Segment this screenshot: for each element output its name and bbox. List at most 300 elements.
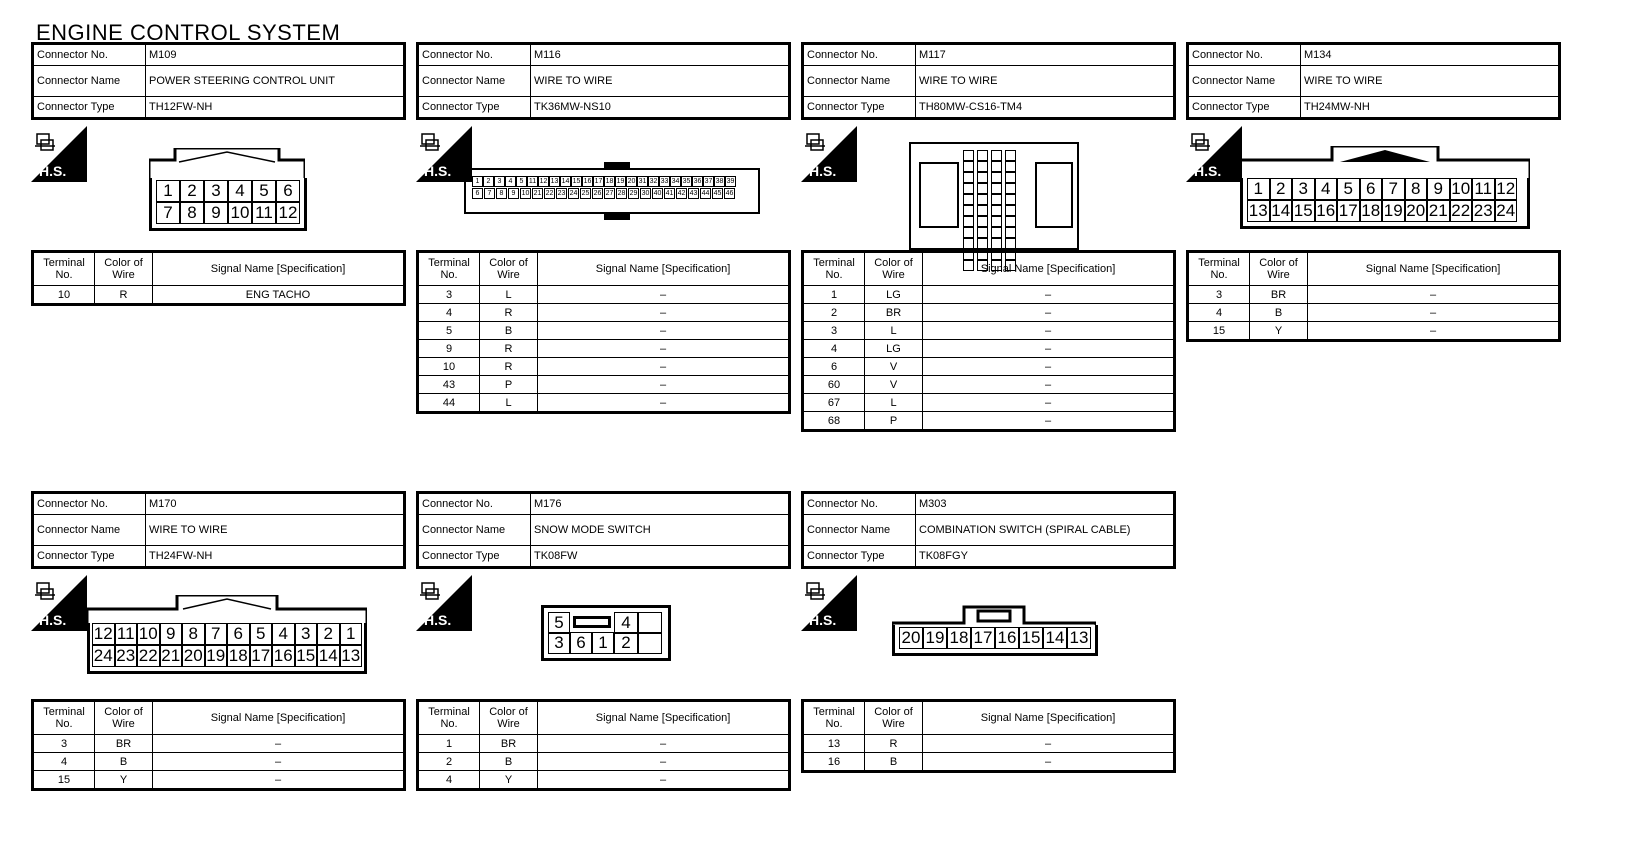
pin: 33 (660, 178, 669, 185)
harness-side-icon (801, 575, 857, 631)
connector-info-table (31, 42, 406, 120)
table-row: 3 L – (418, 286, 790, 304)
pin (1005, 249, 1016, 260)
pin: 10 (138, 624, 158, 643)
connector-no-label: Connector No. (418, 44, 531, 66)
pin: 42 (677, 190, 686, 197)
pin (1005, 161, 1016, 172)
pin: 6 (472, 188, 483, 199)
connector-type-value: TH24MW-NH (1301, 97, 1560, 119)
pin (977, 183, 988, 194)
svg-text:H.S.: H.S. (39, 612, 67, 628)
color-of-wire-header: Color of Wire (95, 252, 153, 286)
connector-type-label: Connector Type (418, 97, 531, 119)
pin (991, 216, 1002, 227)
connector-face (149, 148, 307, 231)
pin: 6 (276, 180, 300, 202)
pin: 12 (93, 624, 113, 643)
connector-type-value: TH80MW-CS16-TM4 (916, 97, 1175, 119)
table-row: 6 V – (803, 358, 1175, 376)
pin: 18 (605, 178, 614, 185)
pin (977, 227, 988, 238)
color-of-wire-header: Color of Wire (480, 701, 538, 735)
table-row: 15 Y – (33, 771, 405, 790)
connector-no-label: Connector No. (803, 44, 916, 66)
pin: 6 (227, 623, 250, 645)
pin (1005, 227, 1016, 238)
connector-name-label: Connector Name (33, 66, 146, 97)
pin: 37 (704, 178, 713, 185)
signal-table (31, 699, 406, 791)
pin (977, 260, 988, 271)
table-row: 5 B – (418, 322, 790, 340)
signal-table (801, 250, 1176, 432)
pin: 40 (653, 190, 662, 197)
table-row: 44 L – (418, 394, 790, 413)
table-row: 10 R ENG TACHO (33, 286, 405, 305)
svg-text:H.S.: H.S. (809, 163, 837, 179)
pin (991, 172, 1002, 183)
connector-info-table (416, 42, 791, 120)
pin: 35 (682, 178, 691, 185)
pin: 21 (1428, 201, 1448, 220)
connector-diagram (801, 120, 1176, 250)
terminal-no-header: Terminal No. (418, 701, 480, 735)
pin: 13 (550, 178, 559, 185)
connector-no-value: M117 (916, 44, 1175, 66)
pin: 31 (638, 178, 647, 185)
pin: 30 (641, 190, 650, 197)
signal-name-header: Signal Name [Specification] (153, 252, 405, 286)
pin: 21 (533, 190, 542, 197)
terminal-no-header: Terminal No. (803, 701, 865, 735)
pin: 26 (593, 190, 602, 197)
pin (1005, 205, 1016, 216)
table-row: 3 BR – (33, 735, 405, 753)
connector-no-value: M109 (146, 44, 405, 66)
page-title: ENGINE CONTROL SYSTEM (36, 20, 341, 45)
pin: 13 (341, 646, 361, 665)
connector-type-label: Connector Type (33, 546, 146, 568)
connector-info-table (801, 491, 1176, 569)
connector-face (892, 605, 1098, 656)
pin: 17 (251, 646, 271, 665)
pin: 5 (548, 612, 570, 634)
pin: 12 (539, 178, 548, 185)
connector-name-value: WIRE TO WIRE (1301, 66, 1560, 97)
connector-no-value: M134 (1301, 44, 1560, 66)
pin: 23 (116, 646, 136, 665)
pin (963, 194, 974, 205)
table-row: 15 Y – (1188, 322, 1560, 341)
pin: 7 (1382, 178, 1405, 200)
connector-name-label: Connector Name (803, 66, 916, 97)
pin: 17 (1338, 201, 1358, 220)
pin: 6 (570, 632, 592, 654)
connector-no-label: Connector No. (1188, 44, 1301, 66)
svg-text:H.S.: H.S. (424, 163, 452, 179)
connector-info-table (416, 491, 791, 569)
pin: 4 (505, 176, 516, 187)
pin: 23 (1473, 201, 1493, 220)
pin (963, 227, 974, 238)
connector-name-value: COMBINATION SWITCH (SPIRAL CABLE) (916, 515, 1175, 546)
pin (991, 194, 1002, 205)
pin: 22 (1451, 201, 1471, 220)
pin: 8 (1405, 178, 1428, 200)
pin (1005, 183, 1016, 194)
pin: 34 (671, 178, 680, 185)
pin (977, 249, 988, 260)
pin: 9 (1427, 178, 1450, 200)
signal-name-header: Signal Name [Specification] (153, 701, 405, 735)
pin: 24 (93, 646, 113, 665)
table-row: 1 BR – (418, 735, 790, 753)
pin: 1 (472, 176, 483, 187)
pin: 22 (138, 646, 158, 665)
table-row: 4 B – (33, 753, 405, 771)
pin: 1 (592, 632, 614, 654)
pin: 5 (516, 176, 527, 187)
connector-no-label: Connector No. (803, 493, 916, 515)
table-row: 3 L – (803, 322, 1175, 340)
pin: 23 (557, 190, 566, 197)
connector-diagram (31, 569, 406, 699)
pin (991, 238, 1002, 249)
pin: 41 (665, 190, 674, 197)
pin: 3 (494, 176, 505, 187)
color-of-wire-header: Color of Wire (1250, 252, 1308, 286)
connector-name-label: Connector Name (1188, 66, 1301, 97)
connector-no-label: Connector No. (33, 493, 146, 515)
table-row: 68 P – (803, 412, 1175, 431)
pin (991, 260, 1002, 271)
pin: 25 (581, 190, 590, 197)
pin: 14 (561, 178, 570, 185)
pin: 2 (614, 632, 638, 654)
table-row: 43 P – (418, 376, 790, 394)
table-row: 3 BR – (1188, 286, 1560, 304)
pin (1005, 172, 1016, 183)
pin: 19 (206, 646, 226, 665)
connector-no-value: M170 (146, 493, 405, 515)
svg-text:H.S.: H.S. (1194, 163, 1222, 179)
pin: 1 (340, 623, 363, 645)
connector-type-value: TH24FW-NH (146, 546, 405, 568)
connector-no-value: M303 (916, 493, 1175, 515)
pin (991, 249, 1002, 260)
pin: 4 (272, 623, 295, 645)
pin: 22 (545, 190, 554, 197)
table-row: 4 LG – (803, 340, 1175, 358)
pin: 19 (1383, 201, 1403, 220)
pin (1005, 216, 1016, 227)
table-row: 4 R – (418, 304, 790, 322)
pin (963, 249, 974, 260)
pin: 43 (689, 190, 698, 197)
harness-side-icon (1186, 126, 1242, 182)
color-of-wire-header: Color of Wire (95, 701, 153, 735)
pin: 36 (693, 178, 702, 185)
pin: 10 (228, 202, 252, 224)
pin: 18 (1361, 201, 1381, 220)
connector-name-label: Connector Name (418, 66, 531, 97)
connector-name-label: Connector Name (418, 515, 531, 546)
pin: 20 (899, 627, 923, 649)
connector-face (1240, 146, 1530, 229)
connector-type-value: TK36MW-NS10 (531, 97, 790, 119)
pin (963, 150, 974, 161)
pin: 14 (1271, 201, 1291, 220)
connector-type-label: Connector Type (33, 97, 146, 119)
table-row: 10 R – (418, 358, 790, 376)
connector-name-label: Connector Name (33, 515, 146, 546)
signal-table (31, 250, 406, 306)
pin (991, 205, 1002, 216)
pin: 38 (715, 178, 724, 185)
connector-info-table (31, 491, 406, 569)
pin (963, 260, 974, 271)
connector-diagram (801, 569, 1176, 699)
signal-table (416, 699, 791, 791)
pin (977, 205, 988, 216)
table-row: 2 B – (418, 753, 790, 771)
connector-diagram (31, 120, 406, 250)
pin: 13 (1067, 627, 1091, 649)
pin: 1 (156, 180, 180, 202)
signal-name-header: Signal Name [Specification] (923, 701, 1175, 735)
pin (1005, 238, 1016, 249)
connector-face (541, 605, 671, 661)
connector-diagram (1186, 120, 1561, 250)
pin (963, 161, 974, 172)
pin: 19 (923, 627, 947, 649)
terminal-no-header: Terminal No. (1188, 252, 1250, 286)
pin: 21 (161, 646, 181, 665)
connector-name-value: WIRE TO WIRE (146, 515, 405, 546)
pin (963, 205, 974, 216)
pin (977, 172, 988, 183)
harness-side-icon (801, 126, 857, 182)
signal-table (416, 250, 791, 414)
table-row: 67 L – (803, 394, 1175, 412)
pin: 32 (649, 178, 658, 185)
connector-block-m134 (1186, 42, 1561, 342)
terminal-no-header: Terminal No. (803, 252, 865, 286)
pin (977, 150, 988, 161)
pin: 2 (180, 180, 204, 202)
pin: 3 (548, 632, 570, 654)
svg-text:H.S.: H.S. (424, 612, 452, 628)
table-row: 13 R – (803, 735, 1175, 753)
pin: 27 (605, 190, 614, 197)
pin (977, 161, 988, 172)
connector-block-m170 (31, 491, 406, 791)
svg-text:H.S.: H.S. (809, 612, 837, 628)
pin: 6 (1360, 178, 1383, 200)
connector-no-value: M176 (531, 493, 790, 515)
connector-diagram (416, 120, 791, 250)
pin: 19 (616, 178, 625, 185)
pin: 18 (947, 627, 971, 649)
pin: 3 (204, 180, 228, 202)
pin: 7 (484, 188, 495, 199)
connector-name-value: POWER STEERING CONTROL UNIT (146, 66, 405, 97)
connector-name-label: Connector Name (803, 515, 916, 546)
pin (991, 183, 1002, 194)
pin: 16 (273, 646, 293, 665)
pin: 46 (725, 190, 734, 197)
signal-table (801, 699, 1176, 773)
pin: 8 (496, 188, 507, 199)
connector-name-value: WIRE TO WIRE (531, 66, 790, 97)
table-row: 60 V – (803, 376, 1175, 394)
harness-side-icon (416, 575, 472, 631)
pin (977, 238, 988, 249)
connector-no-value: M116 (531, 44, 790, 66)
connector-face (464, 168, 760, 214)
pin: 9 (160, 623, 183, 645)
pin: 2 (483, 176, 494, 187)
pin (638, 612, 662, 634)
pin: 12 (276, 202, 300, 224)
pin (977, 216, 988, 227)
connector-name-value: SNOW MODE SWITCH (531, 515, 790, 546)
pin: 20 (627, 178, 636, 185)
connector-block-m117 (801, 42, 1176, 432)
table-row: 4 Y – (418, 771, 790, 790)
pin: 39 (726, 178, 735, 185)
pin: 3 (1292, 178, 1315, 200)
connector-face (87, 595, 367, 674)
pin: 7 (205, 623, 228, 645)
pin: 8 (182, 623, 205, 645)
pin (1005, 194, 1016, 205)
pin: 1 (1247, 178, 1270, 200)
signal-name-header: Signal Name [Specification] (1308, 252, 1560, 286)
connector-diagram (416, 569, 791, 699)
pin: 16 (1316, 201, 1336, 220)
svg-text:H.S.: H.S. (39, 163, 67, 179)
pin: 28 (617, 190, 626, 197)
table-row: 9 R – (418, 340, 790, 358)
connector-name-value: WIRE TO WIRE (916, 66, 1175, 97)
connector-type-value: TK08FW (531, 546, 790, 568)
pin (991, 161, 1002, 172)
connector-block-m303 (801, 491, 1176, 773)
pin: 17 (594, 178, 603, 185)
color-of-wire-header: Color of Wire (865, 701, 923, 735)
color-of-wire-header: Color of Wire (480, 252, 538, 286)
table-row: 1 LG – (803, 286, 1175, 304)
signal-name-header: Signal Name [Specification] (538, 252, 790, 286)
pin: 9 (508, 188, 519, 199)
pin: 3 (295, 623, 318, 645)
pin: 15 (296, 646, 316, 665)
terminal-no-header: Terminal No. (418, 252, 480, 286)
signal-name-header: Signal Name [Specification] (923, 252, 1175, 286)
pin: 11 (115, 623, 138, 645)
connector-block-m176 (416, 491, 791, 791)
pin: 8 (180, 202, 204, 224)
pin: 45 (713, 190, 722, 197)
color-of-wire-header: Color of Wire (865, 252, 923, 286)
pin: 15 (1019, 627, 1043, 649)
pin: 13 (1248, 201, 1268, 220)
pin: 2 (1270, 178, 1293, 200)
pin: 9 (204, 202, 228, 224)
pin: 5 (252, 180, 276, 202)
connector-type-value: TK08FGY (916, 546, 1175, 568)
pin: 14 (1043, 627, 1067, 649)
table-row: 4 B – (1188, 304, 1560, 322)
pin: 2 (317, 623, 340, 645)
connector-block-m116 (416, 42, 791, 414)
connector-type-label: Connector Type (418, 546, 531, 568)
table-row: 2 BR – (803, 304, 1175, 322)
pin: 10 (521, 190, 530, 197)
pin: 11 (528, 178, 537, 185)
pin (991, 227, 1002, 238)
connector-type-label: Connector Type (803, 97, 916, 119)
pin: 15 (572, 178, 581, 185)
signal-table (1186, 250, 1561, 342)
pin: 5 (250, 623, 273, 645)
pin (991, 150, 1002, 161)
pin: 4 (614, 612, 638, 634)
pin: 7 (156, 202, 180, 224)
pin: 24 (569, 190, 578, 197)
pin (1005, 150, 1016, 161)
terminal-no-header: Terminal No. (33, 252, 95, 286)
pin (963, 216, 974, 227)
pin: 24 (1496, 201, 1516, 220)
pin: 4 (228, 180, 252, 202)
pin: 16 (583, 178, 592, 185)
pin (963, 172, 974, 183)
pin: 15 (1293, 201, 1313, 220)
harness-side-icon (31, 575, 87, 631)
pin: 4 (1315, 178, 1338, 200)
connector-type-value: TH12FW-NH (146, 97, 405, 119)
pin: 16 (995, 627, 1019, 649)
pin (963, 183, 974, 194)
connector-info-table (801, 42, 1176, 120)
connector-no-label: Connector No. (33, 44, 146, 66)
pin: 18 (228, 646, 248, 665)
pin: 10 (1451, 179, 1471, 198)
pin (963, 238, 974, 249)
pin: 14 (318, 646, 338, 665)
connector-face (909, 142, 1079, 250)
connector-info-table (1186, 42, 1561, 120)
pin: 12 (1496, 179, 1516, 198)
pin (977, 194, 988, 205)
pin: 11 (1472, 178, 1495, 200)
signal-name-header: Signal Name [Specification] (538, 701, 790, 735)
harness-side-icon (31, 126, 87, 182)
pin: 20 (183, 646, 203, 665)
connector-block-m109 (31, 42, 406, 306)
connector-type-label: Connector Type (803, 546, 916, 568)
table-row: 16 B – (803, 753, 1175, 772)
pin: 11 (252, 202, 276, 224)
pin (638, 632, 662, 654)
pin: 17 (971, 627, 995, 649)
terminal-no-header: Terminal No. (33, 701, 95, 735)
pin: 44 (701, 190, 710, 197)
connector-type-label: Connector Type (1188, 97, 1301, 119)
